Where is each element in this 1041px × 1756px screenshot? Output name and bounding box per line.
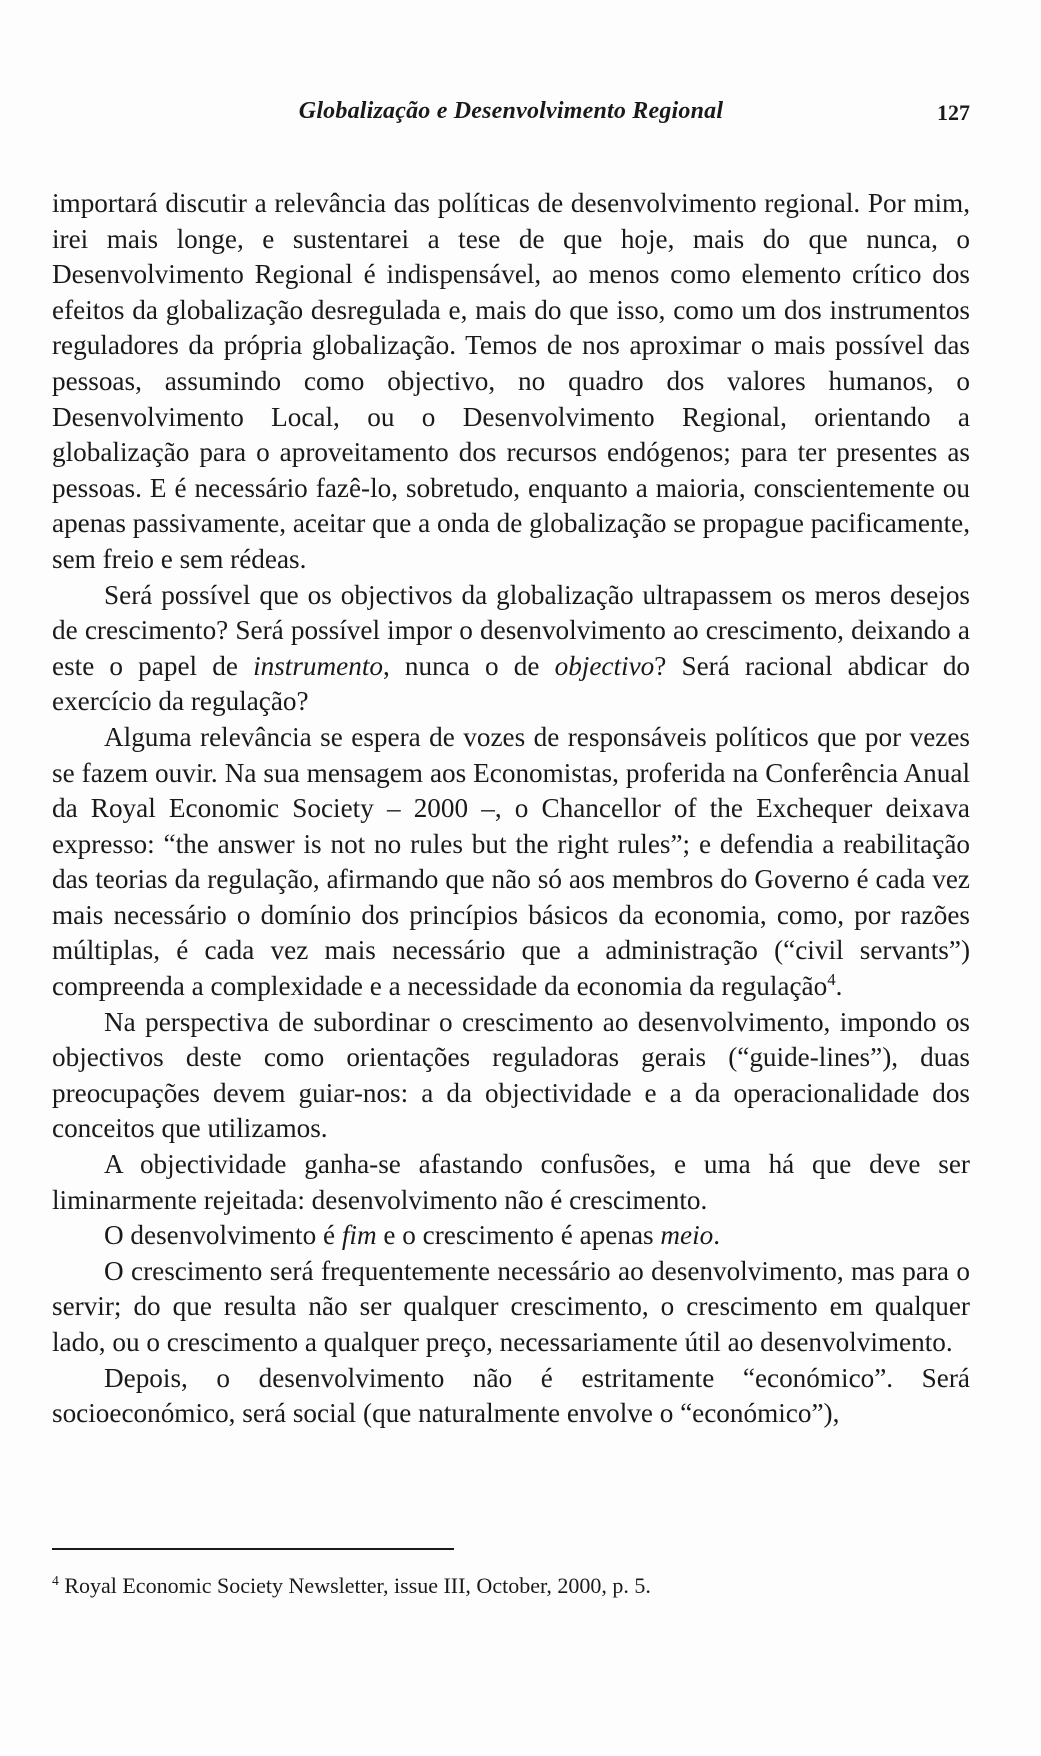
paragraph: [52, 578, 970, 720]
italic-text: fim: [341, 1220, 377, 1251]
paragraph: [52, 1147, 970, 1218]
paragraph: [52, 1218, 970, 1254]
text-segment: importará discutir a relevância das políticas de desenvolvimento regional. Por mim, irei mais longe, e sustentarei a tese de que hoje, mais do que nunca, o Desenvolvimento Regional é indispensável, ao menos como elemento crítico dos efeitos da globalização desregulada e, mais do que isso, como um dos instrumentos reguladores da própria globalização. Temos de nos aproximar o mais possível das pessoas, assumindo como objectivo, no quadro dos valores humanos, o Desenvolvimento Local, ou o Desenvolvimento Regional, orientando a globalização para o aproveitamento dos recursos endógenos; para ter presentes as pessoas. E é necessário fazê-lo, sobretudo, enquanto a maioria, conscientemente ou apenas passivamente, aceitar que a onda de globalização se propague pacificamente, sem freio e sem rédeas.: [52, 188, 970, 574]
text-segment: ? Será racional abdicar do exercício da regulação?: [52, 650, 971, 717]
footnote-separator: [52, 1548, 454, 1550]
paragraph: [52, 186, 970, 578]
text-segment: Será possível que os objectivos da globalização ultrapassem os meros desejos de crescimento? Será possível impor o desenvolvimento ao crescimento, deixando a este o papel de: [52, 579, 970, 681]
body-text: [52, 186, 970, 1432]
running-title: Globalização e Desenvolvimento Regional: [298, 98, 724, 124]
italic-text: meio: [660, 1220, 714, 1251]
text-segment: , nunca o de: [382, 650, 555, 681]
paragraph: [52, 720, 970, 1005]
footnote: [52, 1572, 970, 1600]
paragraph: [52, 1361, 970, 1432]
paragraph: [52, 1005, 970, 1147]
text-segment: A objectividade ganha-se afastando confusões, e uma há que deve ser liminarmente rejeitada: desenvolvimento não é crescimento.: [52, 1149, 970, 1215]
text-segment: Na perspectiva de subordinar o crescimento ao desenvolvimento, impondo os objectivos deste como orientações reguladoras gerais (“guide-lines”), duas preocupações devem guiar-nos: a da objectividade e a da operacionalidade dos conceitos que utilizamos.: [52, 1006, 970, 1144]
text-segment: .: [835, 971, 843, 1002]
text-segment: Alguma relevância se espera de vozes de responsáveis políticos que por vezes se fazem ouvir. Na sua mensagem aos Economistas, proferida na Conferência Anual da Royal Economic Society – 2000 –, o Chancellor of the Exchequer deixava expresso: “the answer is not no rules but the right rules”; e defendia a reabilitação das teorias da regulação, afirmando que não só aos membros do Governo é cada vez mais necessário o domínio dos princípios básicos da economia, como, por razões múltiplas, é cada vez mais necessário que a administração (“civil servants”) compreenda a complexidade e a necessidade da economia da regulação: [52, 721, 970, 1002]
running-header: [52, 98, 970, 132]
footnote-text: Royal Economic Society Newsletter, issue III, October, 2000, p. 5.: [64, 1573, 651, 1598]
italic-text: objectivo: [554, 650, 655, 681]
text-segment: Depois, o desenvolvimento não é estritamente “económico”. Será socioeconómico, será social (que naturalmente envolve o “económico”),: [52, 1362, 970, 1429]
italic-text: instrumento: [253, 650, 383, 681]
text-segment: e o crescimento é apenas: [376, 1220, 661, 1251]
text-segment: O crescimento será frequentemente necessário ao desenvolvimento, mas para o servir; do que resulta não ser qualquer crescimento, o crescimento em qualquer lado, ou o crescimento a qualquer preço, necessariamente útil ao desenvolvimento.: [52, 1255, 970, 1357]
footnote-reference: 4: [827, 969, 836, 989]
footnote-marker: 4: [52, 1572, 59, 1588]
text-segment: .: [713, 1220, 721, 1251]
page-number: 127: [937, 100, 970, 125]
text-segment: O desenvolvimento é: [104, 1220, 342, 1251]
paragraph: [52, 1254, 970, 1361]
